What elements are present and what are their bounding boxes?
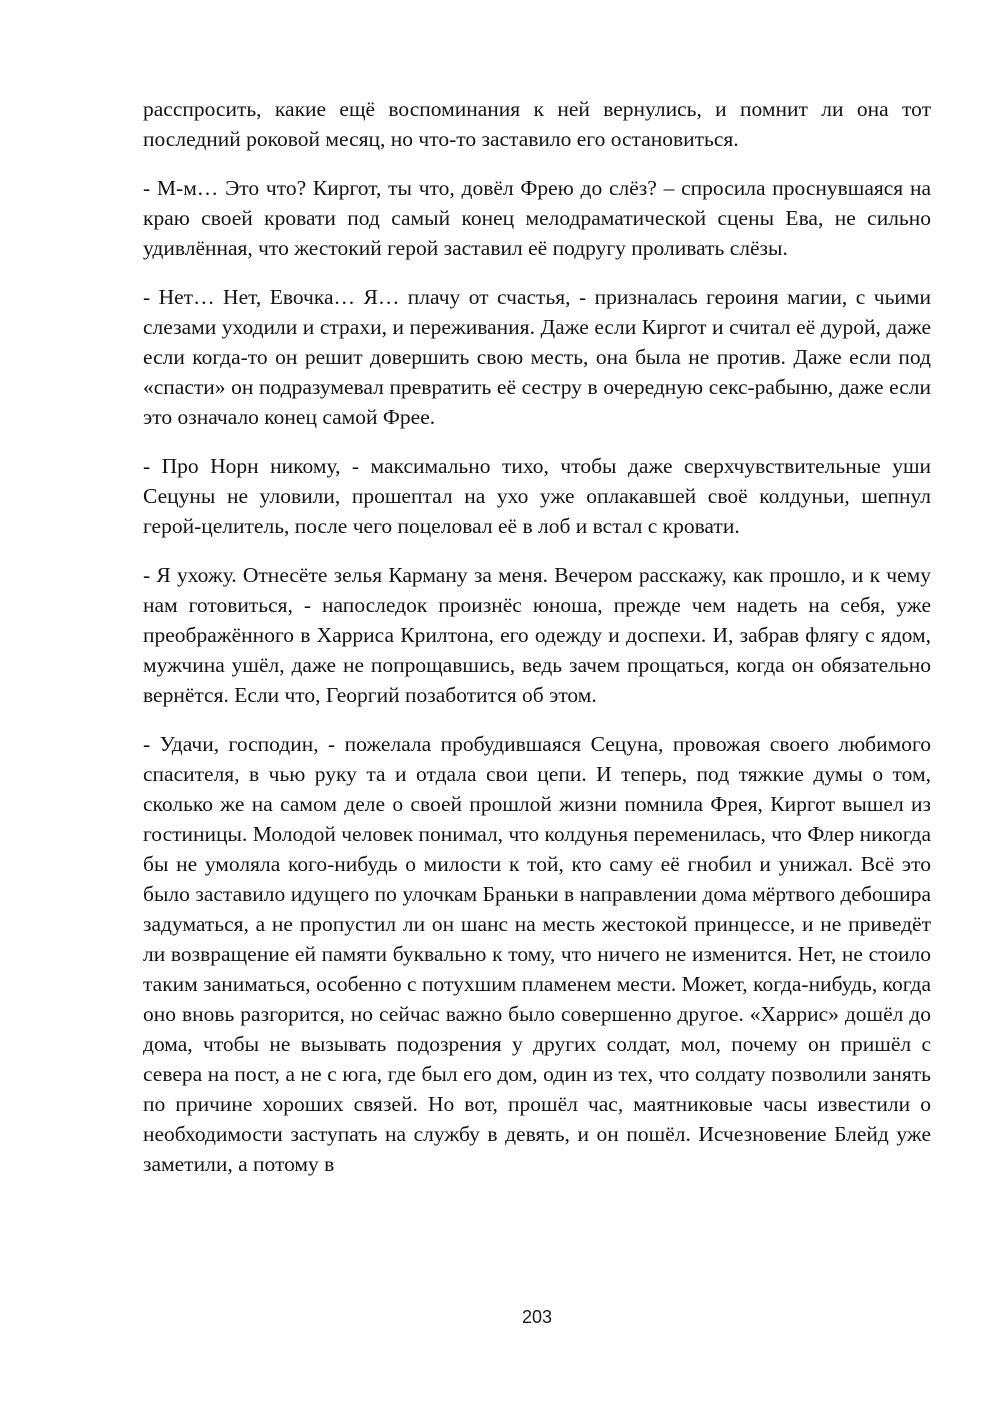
- text-block: [143, 94, 931, 1198]
- paragraph: - Удачи, господин, - пожелала пробудившаяся Сецуна, провожая своего любимого спасителя, в чью руку та и отдала свои цепи. И теперь, под тяжкие думы о том, сколько же на самом деле о своей прошлой жизни помнила Фрея, Киргот вышел из гостиницы. Молодой человек понимал, что колдунья переменилась, что Флер никогда бы не умоляла кого-нибудь о милости к той, кто саму её гнобил и унижал. Всё это было заставило идущего по улочкам Браньки в направлении дома мёртвого дебошира задуматься, а не пропустил ли он шанс на месть жестокой принцессе, и не приведёт ли возвращение ей памяти буквально к тому, что ничего не изменится. Нет, не стоило таким заниматься, особенно с потухшим пламенем мести. Может, когда-нибудь, когда оно вновь разгорится, но сейчас важно было совершенно другое. «Харрис» дошёл до дома, чтобы не вызывать подозрения у других солдат, мол, почему он пришёл с севера на пост, а не с юга, где был его дом, один из тех, что солдату позволили занять по причине хороших связей. Но вот, прошёл час, маятниковые часы известили о необходимости заступать на службу в девять, и он пошёл. Исчезновение Блейд уже заметили, а потому в: [143, 732, 931, 1176]
- paragraph: - М-м… Это что? Киргот, ты что, довёл Фрею до слёз? – спросила проснувшаяся на краю своей кровати под самый конец мелодраматической сцены Ева, не сильно удивлённая, что жестокий герой заставил её подругу проливать слёзы.: [143, 176, 931, 260]
- paragraph: - Про Норн никому, - максимально тихо, чтобы даже сверхчувствительные уши Сецуны не уловили, прошептал на ухо уже оплакавшей своё колдуньи, шепнул герой-целитель, после чего поцеловал её в лоб и встал с кровати.: [143, 454, 931, 538]
- paragraph: - Нет… Нет, Евочка… Я… плачу от счастья, - призналась героиня магии, с чьими слезами уходили и страхи, и переживания. Даже если Киргот и считал её дурой, даже если когда-то он решит довершить свою месть, она была не против. Даже если под «спасти» он подразумевал превратить её сестру в очередную секс-рабыню, даже если это означало конец самой Фрее.: [143, 285, 931, 429]
- page-number: 203: [521, 1307, 553, 1327]
- paragraph: расспросить, какие ещё воспоминания к ней вернулись, и помнит ли она тот последний роковой месяц, но что-то заставило его остановиться.: [143, 97, 931, 151]
- paragraph: - Я ухожу. Отнесёте зелья Карману за меня. Вечером расскажу, как прошло, и к чему нам готовиться, - напоследок произнёс юноша, прежде чем надеть на себя, уже преображённого в Харриса Крилтона, его одежду и доспехи. И, забрав флягу с ядом, мужчина ушёл, даже не попрощавшись, ведь зачем прощаться, когда он обязательно вернётся. Если что, Георгий позаботится об этом.: [143, 563, 931, 707]
